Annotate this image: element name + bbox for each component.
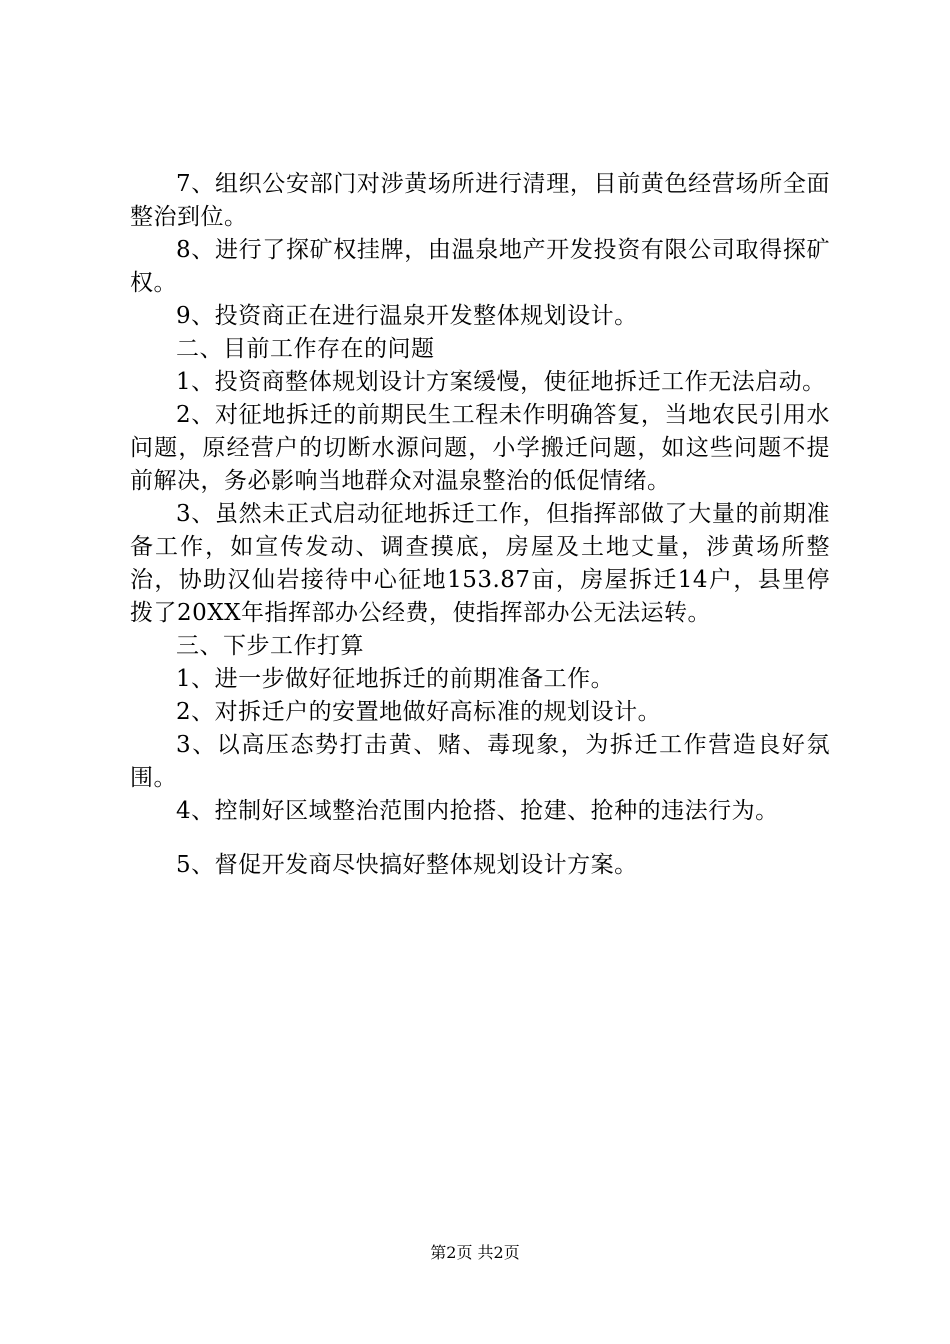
paragraph-plan-5: 5、督促开发商尽快搞好整体规划设计方案。 [176, 852, 638, 878]
paragraph-plan-3: 3、以高压态势打击黄、赌、毒现象，为拆迁工作营造良好氛围。 [130, 732, 830, 791]
document-body [130, 168, 830, 882]
page-number: 第2页 共2页 [430, 1243, 520, 1262]
paragraph-plan-4: 4、控制好区域整治范围内抢搭、抢建、抢种的违法行为。 [176, 798, 779, 824]
paragraph-item-8: 8、进行了探矿权挂牌，由温泉地产开发投资有限公司取得探矿权。 [130, 237, 830, 296]
paragraph-plan-2: 2、对拆迁户的安置地做好高标准的规划设计。 [176, 699, 662, 725]
section-heading-next-steps: 三、下步工作打算 [176, 633, 364, 659]
paragraph-plan-1: 1、进一步做好征地拆迁的前期准备工作。 [176, 666, 615, 692]
paragraph-problem-2: 2、对征地拆迁的前期民生工程未作明确答复，当地农民引用水问题，原经营户的切断水源问题，小学搬迁问题，如这些问题不提前解决，务必影响当地群众对温泉整治的低促情绪。 [130, 402, 830, 494]
paragraph-problem-3: 3、虽然未正式启动征地拆迁工作，但指挥部做了大量的前期准备工作，如宣传发动、调查摸底，房屋及土地丈量，涉黄场所整治，协助汉仙岩接待中心征地153.87亩，房屋拆迁14户，县里停拨了20XX年指挥部办公经费，使指挥部办公无法运转。 [130, 501, 830, 626]
paragraph-item-7: 7、组织公安部门对涉黄场所进行清理，目前黄色经营场所全面整治到位。 [130, 171, 830, 230]
section-heading-problems: 二、目前工作存在的问题 [176, 336, 435, 362]
paragraph-item-9: 9、投资商正在进行温泉开发整体规划设计。 [176, 303, 638, 329]
paragraph-problem-1: 1、投资商整体规划设计方案缓慢，使征地拆迁工作无法启动。 [176, 369, 826, 395]
